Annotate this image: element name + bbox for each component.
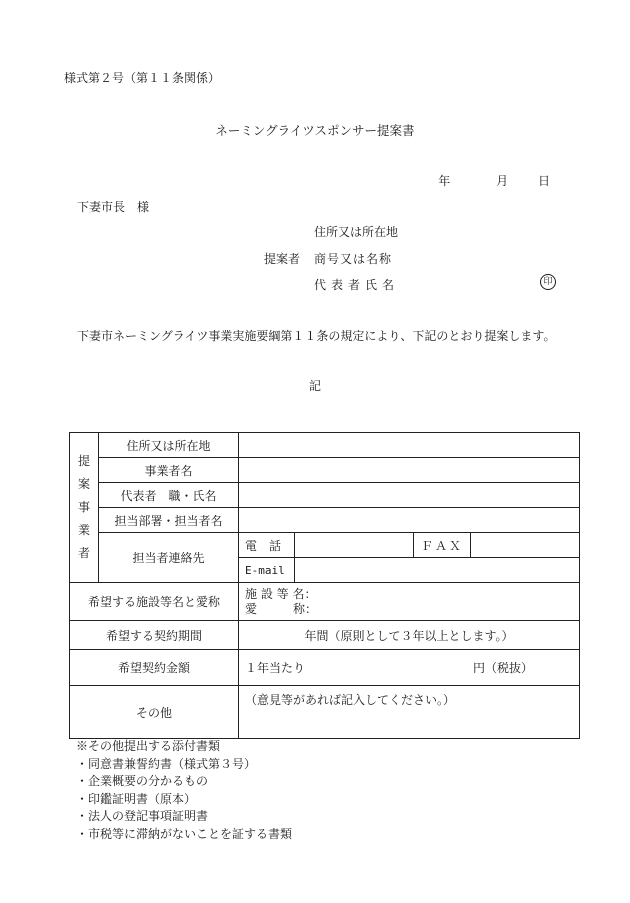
list-item: ・法人の登記事項証明書 bbox=[76, 809, 209, 823]
contact-person-field[interactable] bbox=[239, 508, 580, 533]
business-name-row-label: 事業者名 bbox=[99, 458, 239, 483]
address-row-label: 住所又は所在地 bbox=[99, 433, 239, 458]
facility-row-label: 希望する施設等名と愛称 bbox=[70, 583, 239, 621]
representative-row-label: 代表者 職・氏名 bbox=[99, 483, 239, 508]
company-name-label: 商号又は名称 bbox=[314, 252, 393, 266]
representative-name-label: 代表者氏名 bbox=[314, 278, 400, 292]
facility-name-label: 施 設 等 名： bbox=[245, 586, 317, 601]
form-number: 様式第２号（第１１条関係） bbox=[64, 71, 221, 85]
other-note: （意見等があれば記入してください。） bbox=[245, 693, 456, 707]
document-title: ネーミングライツスポンサー提案書 bbox=[215, 123, 415, 138]
attachments-heading: ※その他提出する添付書類 bbox=[76, 739, 221, 753]
attachments-list bbox=[76, 738, 292, 843]
date-year: 年 bbox=[438, 174, 451, 188]
email-label: E-mail bbox=[239, 558, 295, 583]
period-field[interactable]: 年間（原則として３年以上とします。） bbox=[239, 621, 580, 650]
phone-label: 電 話 bbox=[239, 533, 295, 558]
date-row bbox=[412, 172, 550, 189]
date-month: 月 bbox=[496, 174, 509, 188]
email-field[interactable] bbox=[295, 558, 580, 583]
other-field[interactable] bbox=[239, 686, 580, 739]
date-day: 日 bbox=[537, 174, 550, 188]
body-text: 下妻市ネーミングライツ事業実施要綱第１１条の規定により、下記のとおり提案します。 bbox=[77, 329, 556, 343]
seal-mark: 印 bbox=[540, 274, 556, 290]
facility-nickname-label: 愛 称： bbox=[245, 601, 318, 616]
amount-row-label: 希望契約金額 bbox=[70, 650, 239, 686]
proposer-group-label: 提 案 事 業 者 bbox=[70, 433, 99, 583]
proposal-form-table bbox=[69, 432, 580, 739]
addressee: 下妻市長 様 bbox=[77, 200, 150, 214]
business-name-field[interactable] bbox=[239, 458, 580, 483]
address-field[interactable] bbox=[239, 433, 580, 458]
per-year-label: １年当たり bbox=[245, 661, 306, 675]
fax-field[interactable] bbox=[471, 533, 580, 558]
representative-field[interactable] bbox=[239, 483, 580, 508]
facility-field[interactable] bbox=[239, 583, 580, 621]
ki-heading: 記 bbox=[309, 379, 322, 393]
address-label: 住所又は所在地 bbox=[314, 225, 399, 239]
phone-field[interactable] bbox=[295, 533, 414, 558]
amount-field[interactable] bbox=[239, 650, 580, 686]
list-item: ・印鑑証明書（原本） bbox=[76, 791, 197, 806]
other-row-label: その他 bbox=[70, 686, 239, 739]
fax-label: ＦＡＸ bbox=[414, 533, 471, 558]
contact-person-row-label: 担当部署・担当者名 bbox=[99, 508, 239, 533]
list-item: ・同意書兼誓約書（様式第３号） bbox=[76, 756, 257, 771]
period-row-label: 希望する契約期間 bbox=[70, 621, 239, 650]
yen-tax-label: 円（税抜） bbox=[472, 661, 533, 675]
proposer-label: 提案者 bbox=[264, 252, 301, 266]
list-item: ・企業概要の分かるもの bbox=[76, 774, 209, 788]
list-item: ・市税等に滞納がないことを証する書類 bbox=[76, 826, 293, 841]
contact-info-row-label: 担当者連絡先 bbox=[99, 533, 239, 583]
